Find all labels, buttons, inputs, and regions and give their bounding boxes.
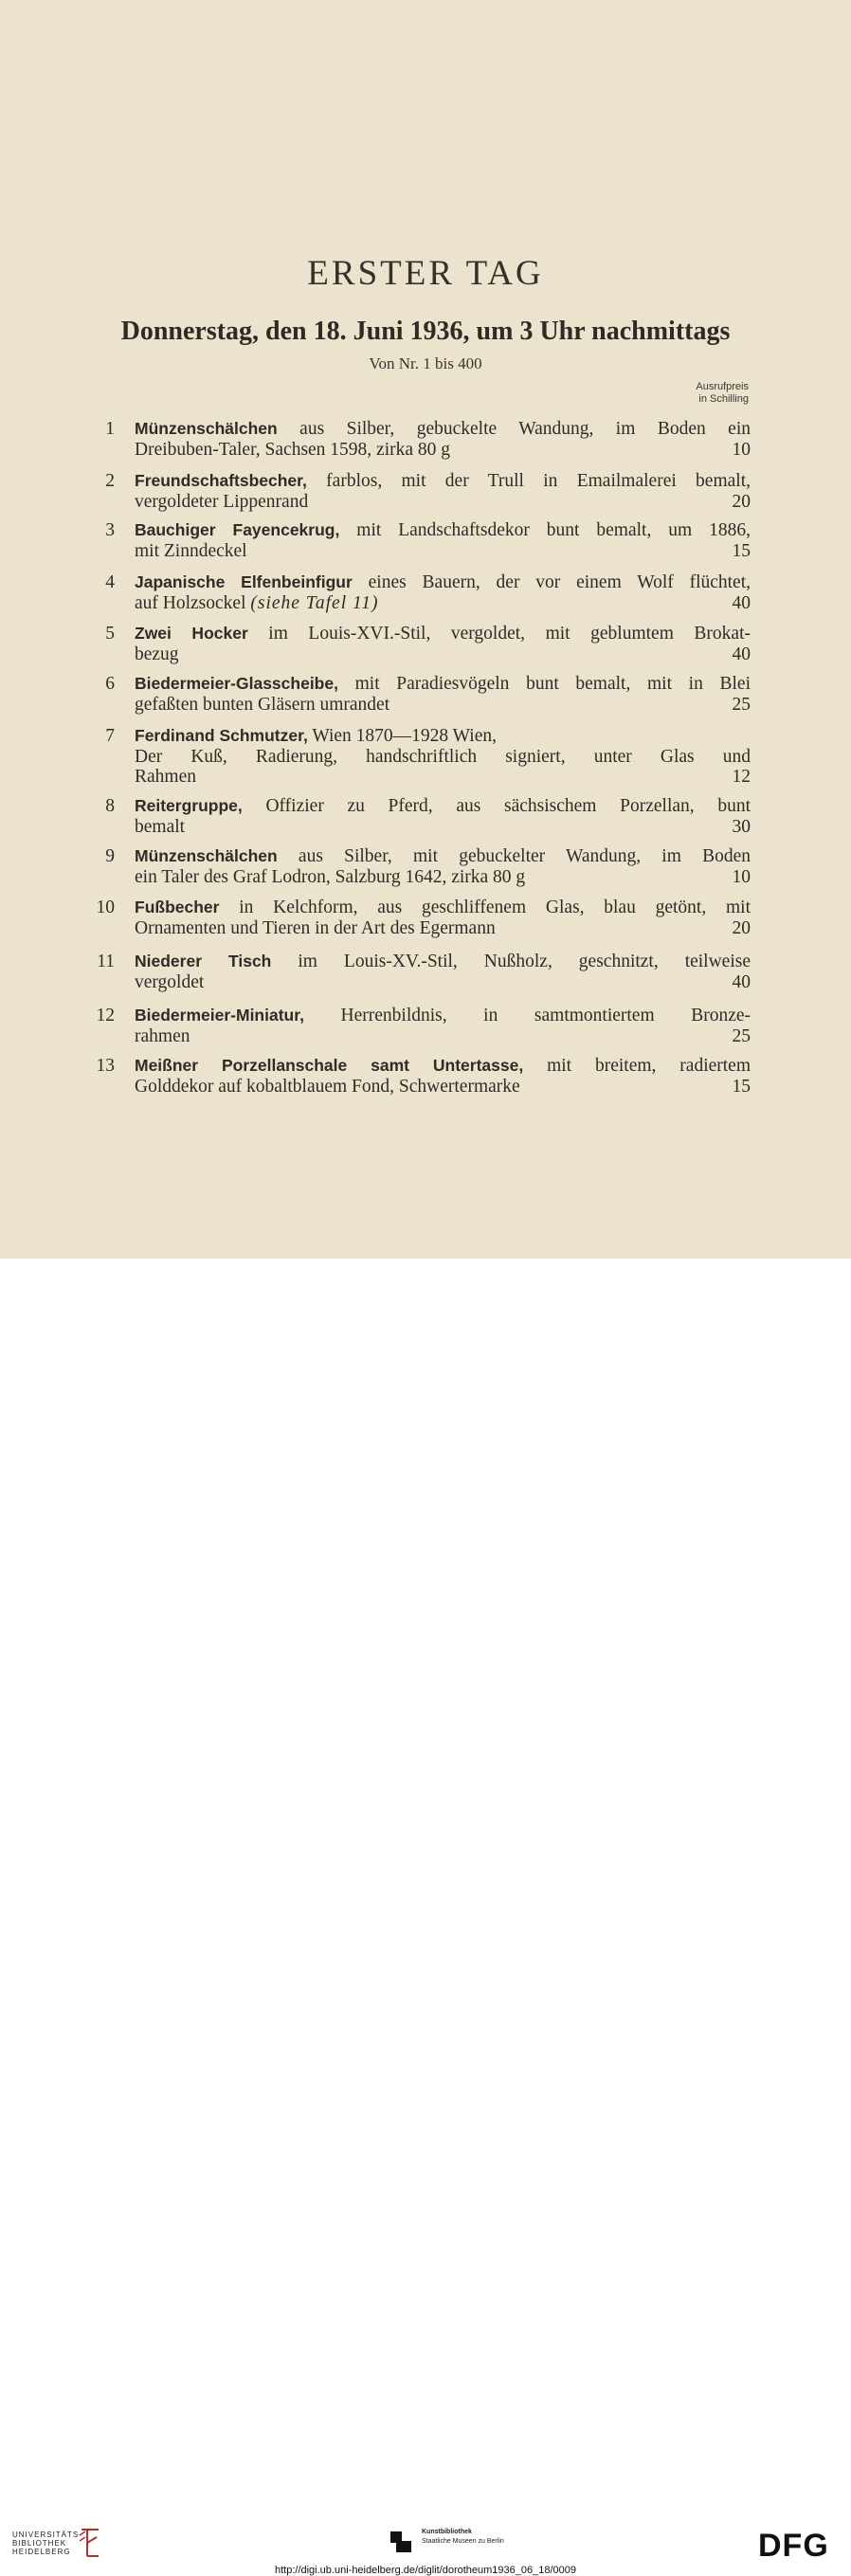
entry-line	[135, 440, 751, 461]
catalog-entry	[91, 624, 751, 664]
catalog-entry	[91, 471, 751, 512]
ub-heidelberg-logo-icon[interactable]	[76, 2526, 104, 2560]
lot-number: 4	[105, 572, 115, 592]
item-name: Reitergruppe,	[135, 796, 243, 815]
item-description: mit Zinndeckel	[135, 540, 247, 561]
entry-line	[135, 520, 751, 541]
catalog-entry	[91, 520, 751, 561]
entry-line	[135, 644, 751, 665]
auction-date: Donnerstag, den 18. Juni 1936, um 3 Uhr nachmittags	[120, 317, 731, 346]
item-name: Niederer Tisch	[135, 952, 272, 971]
entry-line	[135, 817, 751, 838]
entry-line	[135, 492, 751, 513]
catalog-entry	[91, 1006, 751, 1046]
lot-number: 8	[105, 796, 115, 816]
item-description: Offizier zu Pferd, aus sächsischem Porzellan, bunt	[242, 796, 751, 816]
item-name: Ferdinand Schmutzer,	[135, 726, 308, 745]
entry-line	[135, 867, 751, 888]
entry-line	[135, 918, 751, 939]
catalog-entry	[91, 796, 751, 837]
lot-number: 11	[97, 952, 115, 971]
lot-price: 15	[732, 1076, 751, 1097]
entry-line	[135, 846, 751, 867]
ub-line1: UNIVERSITÄTS-	[12, 2531, 82, 2539]
item-description: auf Holzsockel	[135, 592, 246, 613]
lot-price: 40	[732, 592, 751, 613]
lot-number: 13	[96, 1056, 115, 1076]
item-description: gefaßten bunten Gläsern umrandet	[135, 694, 390, 715]
lot-number: 1	[105, 419, 115, 439]
entry-line	[135, 767, 751, 788]
entry-line	[135, 972, 751, 993]
item-description: bezug	[135, 644, 179, 664]
catalog-entry	[91, 898, 751, 938]
entry-line	[135, 572, 751, 593]
item-description: Herrenbildnis, in samtmontiertem Bronze-	[303, 1006, 751, 1025]
catalog-entry	[91, 846, 751, 887]
item-name: Biedermeier-Glasscheibe,	[135, 674, 338, 693]
lot-number: 9	[105, 846, 115, 866]
entry-line	[135, 1077, 751, 1098]
item-description: mit Landschaftsdekor bunt bemalt, um 1886,	[339, 520, 751, 540]
lot-price: 25	[732, 694, 751, 715]
dfg-logo[interactable]: DFG	[758, 2528, 829, 2564]
lot-price: 30	[732, 816, 751, 837]
item-description: Ornamenten und Tieren in der Art des Egermann	[135, 917, 496, 938]
plate-reference: (siehe Tafel 11)	[250, 592, 379, 613]
catalog-page	[0, 0, 851, 1259]
item-name: Münzenschälchen	[135, 846, 278, 865]
item-description: rahmen	[135, 1025, 190, 1046]
entry-line	[135, 952, 751, 972]
item-name: Zwei Hocker	[135, 624, 248, 643]
catalog-entry	[91, 572, 751, 613]
catalog-entry	[91, 952, 751, 992]
kunstbibliothek-text	[422, 2528, 504, 2547]
ub-heidelberg-logo-text[interactable]	[12, 2531, 82, 2556]
catalog-entry	[91, 674, 751, 715]
lot-number: 10	[96, 898, 115, 917]
kunstbibliothek-logo-icon[interactable]	[389, 2530, 413, 2554]
item-description: ein Taler des Graf Lodron, Salzburg 1642, zirka 80 g	[135, 866, 526, 887]
lot-number: 12	[96, 1006, 115, 1025]
kb-subtitle: Staatliche Museen zu Berlin	[422, 2538, 504, 2545]
item-description: mit breitem, radiertem	[523, 1056, 751, 1076]
item-description: im Louis-XVI.-Stil, vergoldet, mit geblumtem Brokat-	[247, 624, 751, 644]
item-description: vergoldeter Lippenrand	[135, 491, 309, 512]
item-description: Dreibuben-Taler, Sachsen 1598, zirka 80 g	[135, 439, 451, 460]
price-header-line1: Ausrufpreis	[696, 381, 749, 392]
lot-price: 12	[732, 767, 751, 788]
entry-line	[135, 624, 751, 644]
lot-number: 2	[105, 471, 115, 491]
page-url[interactable]: http://digi.ub.uni-heidelberg.de/diglit/dorotheum1936_06_18/0009	[274, 2565, 577, 2576]
price-header-line2: in Schilling	[698, 393, 749, 405]
lot-price: 40	[732, 644, 751, 664]
lot-price: 10	[732, 866, 751, 887]
lot-number: 5	[105, 624, 115, 644]
item-description: eines Bauern, der vor einem Wolf flüchtet,	[352, 572, 751, 592]
entry-line	[135, 898, 751, 918]
item-name: Biedermeier-Miniatur,	[135, 1006, 304, 1025]
entry-line	[135, 1026, 751, 1047]
lot-number: 7	[105, 726, 115, 746]
lot-number: 6	[105, 674, 115, 694]
item-description: mit Paradiesvögeln bunt bemalt, mit in Blei	[337, 674, 751, 694]
item-description: bemalt	[135, 816, 186, 837]
catalog-entry	[91, 1056, 751, 1097]
entry-line	[135, 726, 751, 747]
item-description: vergoldet	[135, 971, 205, 992]
entry-line	[135, 471, 751, 492]
item-name: Bauchiger Fayencekrug,	[135, 520, 340, 539]
item-name: Meißner Porzellanschale samt Untertasse,	[135, 1056, 524, 1075]
ub-line3: HEIDELBERG	[12, 2548, 71, 2556]
entry-line	[135, 674, 751, 695]
item-description: in Kelchform, aus geschliffenem Glas, blau getönt, mit	[219, 898, 751, 917]
item-name: Freundschaftsbecher,	[135, 471, 307, 490]
entry-line	[135, 593, 751, 614]
entry-line	[135, 1006, 751, 1026]
price-column-header	[696, 381, 749, 406]
lot-price: 20	[732, 491, 751, 512]
item-name: Münzenschälchen	[135, 419, 278, 438]
catalog-entry	[91, 726, 751, 788]
ub-line2: BIBLIOTHEK	[12, 2539, 67, 2548]
item-description: Golddekor auf kobaltblauem Fond, Schwertermarke	[135, 1076, 520, 1097]
viewer-footer	[0, 1259, 851, 2576]
catalog-entry	[91, 419, 751, 460]
item-description: im Louis-XV.-Stil, Nußholz, geschnitzt, teilweise	[271, 952, 751, 971]
item-description: farblos, mit der Trull in Emailmalerei bemalt,	[306, 471, 751, 491]
item-description: Wien 1870—1928 Wien,	[307, 726, 498, 746]
entry-line: Der Kuß, Radierung, handschriftlich signiert, unter Glas und	[135, 746, 751, 767]
kb-title: Kunstbibliothek	[422, 2529, 472, 2535]
lot-price: 25	[732, 1025, 751, 1046]
lot-price: 15	[732, 540, 751, 561]
lot-number: 3	[105, 520, 115, 540]
lot-range: Von Nr. 1 bis 400	[369, 354, 482, 372]
entry-line	[135, 419, 751, 440]
item-name: Japanische Elfenbeinfigur	[135, 572, 353, 591]
entry-line	[135, 1056, 751, 1077]
lot-price: 40	[732, 971, 751, 992]
item-description: Rahmen	[135, 767, 196, 788]
item-description: aus Silber, gebuckelte Wandung, im Boden ein	[277, 419, 751, 439]
lot-price: 10	[732, 439, 751, 460]
item-description: aus Silber, mit gebuckelter Wandung, im Boden	[277, 846, 751, 866]
entry-line	[135, 541, 751, 562]
page-title: ERSTER TAG	[307, 254, 544, 293]
entry-line	[135, 796, 751, 817]
item-name: Fußbecher	[135, 898, 220, 916]
lot-price: 20	[732, 917, 751, 938]
entry-line	[135, 695, 751, 716]
